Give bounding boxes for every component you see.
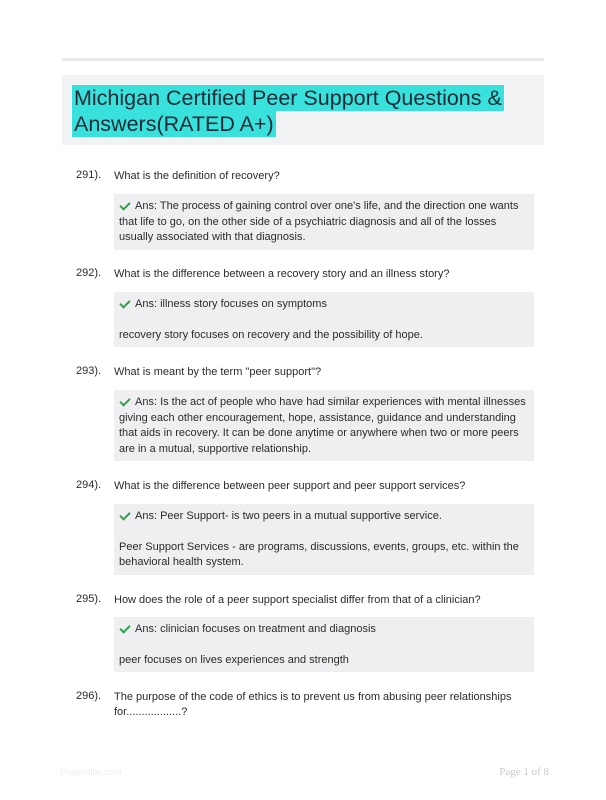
- footer-watermark: PaperNibs.com: [60, 767, 122, 777]
- question-text: What is meant by the term "peer support"?: [114, 366, 322, 378]
- page-title: [72, 85, 534, 137]
- answer-box: [114, 617, 534, 672]
- question-number: 293).: [76, 365, 102, 377]
- check-icon: [119, 395, 130, 406]
- question-number: 295).: [76, 593, 102, 605]
- answer-text: Ans: illness story focuses on symptoms: [135, 298, 327, 310]
- answer-text: Ans: clinician focuses on treatment and diagnosis: [135, 623, 376, 635]
- question-text: What is the difference between peer support and peer support services?: [114, 480, 466, 492]
- title-banner: [62, 75, 544, 145]
- check-icon: [119, 199, 130, 210]
- answer-box: [114, 292, 534, 347]
- page-indicator: Page 1 of 8: [499, 766, 549, 778]
- answer-text: Peer Support Services - are programs, discussions, events, groups, etc. within the behavioral health system.: [119, 540, 519, 568]
- title-line-2: Answers(RATED A+): [74, 112, 274, 136]
- check-icon: [119, 297, 130, 308]
- answer-text: Ans: Peer Support- is two peers in a mutual supportive service.: [135, 510, 442, 522]
- answer-box: [114, 504, 534, 575]
- check-icon: [119, 509, 130, 520]
- answer-text: recovery story focuses on recovery and the possibility of hope.: [119, 328, 423, 341]
- title-line-1: Michigan Certified Peer Support Questions &: [74, 86, 502, 110]
- answer-text: Ans: Is the act of people who have had similar experiences with mental illnesses giving each other encouragement, hope, assistance, guidance and understanding that aids in recovery. It can be done anytime or anywhere when two or more peers are in a mutual, supportive relationship.: [119, 396, 526, 455]
- answer-box: [114, 390, 534, 461]
- check-icon: [119, 622, 130, 633]
- question-text: What is the definition of recovery?: [114, 170, 280, 182]
- question-number: 296).: [76, 690, 102, 702]
- top-divider: [62, 58, 544, 61]
- question-number: 291).: [76, 169, 102, 181]
- answer-text: Ans: The process of gaining control over one's life, and the direction one wants that life to go, on the other side of a psychiatric diagnosis and all of the losses usually associated with that diagnosis.: [119, 200, 519, 243]
- question-text: How does the role of a peer support specialist differ from that of a clinician?: [114, 594, 481, 606]
- question-text: What is the difference between a recovery story and an illness story?: [114, 268, 450, 280]
- question-number: 292).: [76, 267, 102, 279]
- question-number: 294).: [76, 479, 102, 491]
- question-text: The purpose of the code of ethics is to prevent us from abusing peer relationships for..................?: [114, 691, 512, 718]
- answer-text: peer focuses on lives experiences and strength: [119, 653, 349, 666]
- answer-box: [114, 194, 534, 250]
